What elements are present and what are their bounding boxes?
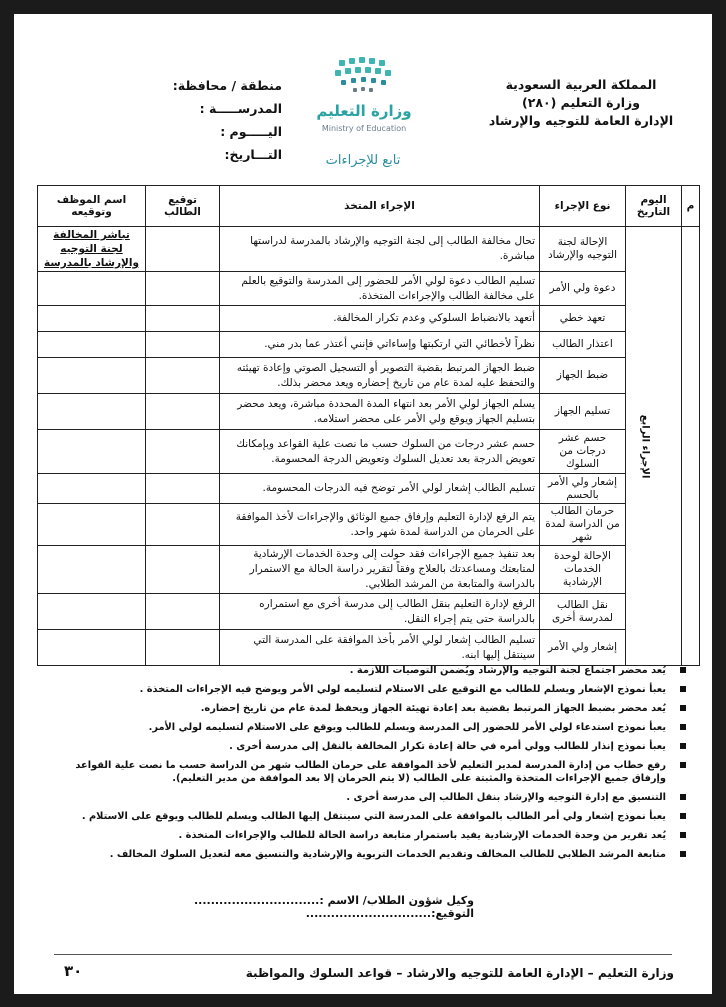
student-signature-cell[interactable] — [146, 504, 220, 546]
col-header-date: اليوم التاريخ — [626, 186, 682, 227]
student-signature-cell[interactable] — [146, 358, 220, 394]
table-row — [38, 358, 700, 394]
logo-english-text: Ministry of Education — [321, 124, 407, 133]
logo-arabic-text: وزارة التعليم — [316, 102, 412, 120]
note-item: يعبأ نموذج الإشعار ويسلم للطالب مع التوقيع على الاستلام لتسليمه لولي الأمر ويوضح فيه الإجراءات المتخذة . — [42, 683, 688, 696]
header-line: وزارة التعليم (٢٨٠) — [522, 95, 640, 110]
action-cell: يسلم الجهاز لولي الأمر بعد انتهاء المدة المحددة مباشرة، ويعد محضر بتسليم الجهاز ويوقع ولي الأمر على محضر استلامه. — [220, 394, 540, 430]
staff-signature-cell[interactable] — [38, 594, 146, 630]
col-header-action: الإجراء المتخذ — [220, 186, 540, 227]
type-cell: نقل الطالب لمدرسة أخرى — [540, 594, 626, 630]
table-row — [38, 504, 700, 546]
action-cell: نظراً لأخطائي التي ارتكبتها وإساءاتي فإنني أعتذر عما بدر مني. — [220, 332, 540, 358]
staff-signature-cell[interactable] — [38, 474, 146, 504]
note-item: يُعد محضر بضبط الجهاز المرتبط بقضية بعد إعادة تهيئة الجهاز ويحفظ لمدة عام من تاريخ إحضاره. — [42, 702, 688, 715]
action-cell: تسليم الطالب إشعار لولي الأمر بأخذ الموافقة على المدرسة التي سينتقل إليها ابنه. — [220, 630, 540, 666]
action-cell: الرفع لإدارة التعليم بنقل الطالب إلى مدرسة أخرى مع استمراره بالدراسة حتى يتم إجراء النقل. — [220, 594, 540, 630]
action-cell: بعد تنفيذ جميع الإجراءات فقد حولت إلى وحدة الخدمات الإرشادية لمتابعتك ومساعدتك بالعلاج وفقاً لتقرير دراسة الحالة مع الاستمرار بالدراسة والمتابعة من المرشد الطلابي. — [220, 546, 540, 594]
staff-signature-cell[interactable] — [38, 332, 146, 358]
staff-signature-cell[interactable] — [38, 358, 146, 394]
ministry-logo — [299, 54, 429, 144]
signature-note: تباشر المخالفة لجنة التوجيه والإرشاد بالمدرسة — [38, 227, 146, 272]
stage-label: الإجراء الرابع — [639, 414, 651, 478]
staff-signature-cell[interactable] — [38, 546, 146, 594]
header-field: التـــاريخ: — [224, 147, 282, 162]
header-field: المدرســـــة : — [199, 101, 282, 116]
header-line: المملكة العربية السعودية — [505, 77, 657, 92]
col-header-student-signature: توقيع الطالب — [146, 186, 220, 227]
student-signature-cell[interactable] — [146, 474, 220, 504]
type-cell: حرمان الطالب من الدراسة لمدة شهر — [540, 504, 626, 546]
note-item: يعبأ نموذج إشعار ولي أمر الطالب بالموافقة على المدرسة التي سينتقل إليها الطالب ويسلم للطالب ويوقع على الاستلام . — [42, 810, 688, 823]
table-row — [38, 394, 700, 430]
type-cell: تعهد خطي — [540, 306, 626, 332]
table-row — [38, 306, 700, 332]
footer-text: وزارة التعليم – الإدارة العامة للتوجيه والارشاد – قواعد السلوك والمواظبة — [245, 966, 674, 980]
type-cell: اعتذار الطالب — [540, 332, 626, 358]
type-cell: دعوة ولي الأمر — [540, 272, 626, 306]
action-cell: حسم عشر درجات من السلوك حسب ما نصت علية القواعد وبإمكانك تعويض الدرجة بعد تعديل السلوك وتعويض الدرجة المحسومة. — [220, 430, 540, 474]
table-row — [38, 474, 700, 504]
type-cell: تسليم الجهاز — [540, 394, 626, 430]
footer-divider — [54, 954, 672, 955]
vice-principal-signature-line: وكيل شؤون الطلاب/ الاسم :.............................. التوقيع:.............................. — [193, 894, 474, 920]
type-cell: الإحالة لوحدة الخدمات الإرشادية — [540, 546, 626, 594]
action-cell: تحال مخالفة الطالب إلى لجنة التوجيه والإرشاد بالمدرسة لدراستها مباشرة. — [220, 227, 540, 272]
col-header-staff-signature: اسم الموظف وتوقيعه — [38, 186, 146, 227]
notes-list — [42, 664, 688, 867]
stage-cell — [626, 227, 682, 666]
action-cell: تسليم الطالب دعوة لولي الأمر للحضور إلى المدرسة والتوقيع بالعلم على مخالفة الطالب والإجراءات المتخذة. — [220, 272, 540, 306]
col-header-type: نوع الإجراء — [540, 186, 626, 227]
action-cell: أتعهد بالانضباط السلوكي وعدم تكرار المخالفة. — [220, 306, 540, 332]
table-header-row — [38, 186, 700, 227]
header-ministry-block — [476, 76, 686, 130]
student-signature-cell[interactable] — [146, 630, 220, 666]
student-signature-cell[interactable] — [146, 594, 220, 630]
staff-signature-cell[interactable] — [38, 430, 146, 474]
type-cell: حسم عشر درجات من السلوك — [540, 430, 626, 474]
table-row — [38, 546, 700, 594]
student-signature-cell[interactable] — [146, 546, 220, 594]
student-signature-cell[interactable] — [146, 227, 220, 272]
action-cell: يتم الرفع لإدارة التعليم وإرفاق جميع الوثائق والإجراءات لأخذ الموافقة على الحرمان من الدراسة لمدة شهر واحد. — [220, 504, 540, 546]
header-field: منطقة / محافظة: — [172, 78, 282, 93]
student-signature-cell[interactable] — [146, 332, 220, 358]
col-header-num: م — [682, 186, 700, 227]
student-signature-cell[interactable] — [146, 306, 220, 332]
type-cell: ضبط الجهاز — [540, 358, 626, 394]
type-cell: الإحالة لجنة التوجيه والإرشاد — [540, 227, 626, 272]
note-item: يعبأ نموذج استدعاء لولي الأمر للحضور إلى المدرسة ويسلم للطالب ويوقع على الاستلام لتسليمه لولي الأمر. — [42, 721, 688, 734]
staff-signature-cell[interactable] — [38, 306, 146, 332]
table-row — [38, 430, 700, 474]
action-cell: تسليم الطالب إشعار لولي الأمر توضح فيه الدرجات المحسومة. — [220, 474, 540, 504]
note-item: يُعد تقرير من وحدة الخدمات الإرشادية يفيد باستمرار متابعة دراسة الحالة للطالب والإجراءات المتخذة . — [42, 829, 688, 842]
num-cell — [682, 227, 700, 666]
page-number: ٣٠ — [64, 962, 83, 980]
header-line: الإدارة العامة للتوجيه والإرشاد — [488, 113, 674, 128]
student-signature-cell[interactable] — [146, 394, 220, 430]
student-signature-cell[interactable] — [146, 430, 220, 474]
staff-signature-cell[interactable] — [38, 630, 146, 666]
student-signature-cell[interactable] — [146, 272, 220, 306]
logo-mark-icon — [299, 54, 429, 102]
note-item: يُعد محضر اجتماع لجنة التوجيه والإرشاد ويُضمن التوصيات اللازمة . — [42, 664, 688, 677]
page-title: تابع للإجراءات — [325, 153, 401, 168]
staff-signature-cell[interactable] — [38, 394, 146, 430]
table-row — [38, 332, 700, 358]
document-page — [14, 14, 712, 994]
table-row — [38, 594, 700, 630]
table-row — [38, 630, 700, 666]
staff-signature-cell[interactable] — [38, 272, 146, 306]
note-item: رفع خطاب من إدارة المدرسة لمدير التعليم لأخذ الموافقة على حرمان الطالب شهر من الدراسة حسب ما نصت علية القواعد وإرفاق جميع الإجراءات المتخذة والمثبتة على الطالب (لا يتم الحرمان إلا بعد الموافقة من مدير التعليم). — [42, 759, 688, 785]
procedures-table — [37, 185, 700, 666]
table-row — [38, 227, 700, 272]
note-item: التنسيق مع إدارة التوجيه والإرشاد بنقل الطالب إلى مدرسة أخرى . — [42, 791, 688, 804]
staff-signature-cell[interactable] — [38, 504, 146, 546]
type-cell: إشعار ولي الأمر — [540, 630, 626, 666]
type-cell: إشعار ولي الأمر بالحسم — [540, 474, 626, 504]
header-field: اليـــــوم : — [220, 124, 282, 139]
note-item: يعبأ نموذج إنذار للطالب وولي أمره في حالة إعادة تكرار المخالفة بالنقل إلى مدرسة أخرى . — [42, 740, 688, 753]
table-row — [38, 272, 700, 306]
action-cell: ضبط الجهاز المرتبط بقضية التصوير أو التسجيل الصوتي وإعادة تهيئته والتحفظ عليه لمدة عام من تاريخ إحضاره ويعد محضر بذلك. — [220, 358, 540, 394]
note-item: متابعة المرشد الطلابي للطالب المخالف وتقديم الخدمات التربوية والإرشادية والتنسيق معه لتعديل السلوك المخالف . — [42, 848, 688, 861]
